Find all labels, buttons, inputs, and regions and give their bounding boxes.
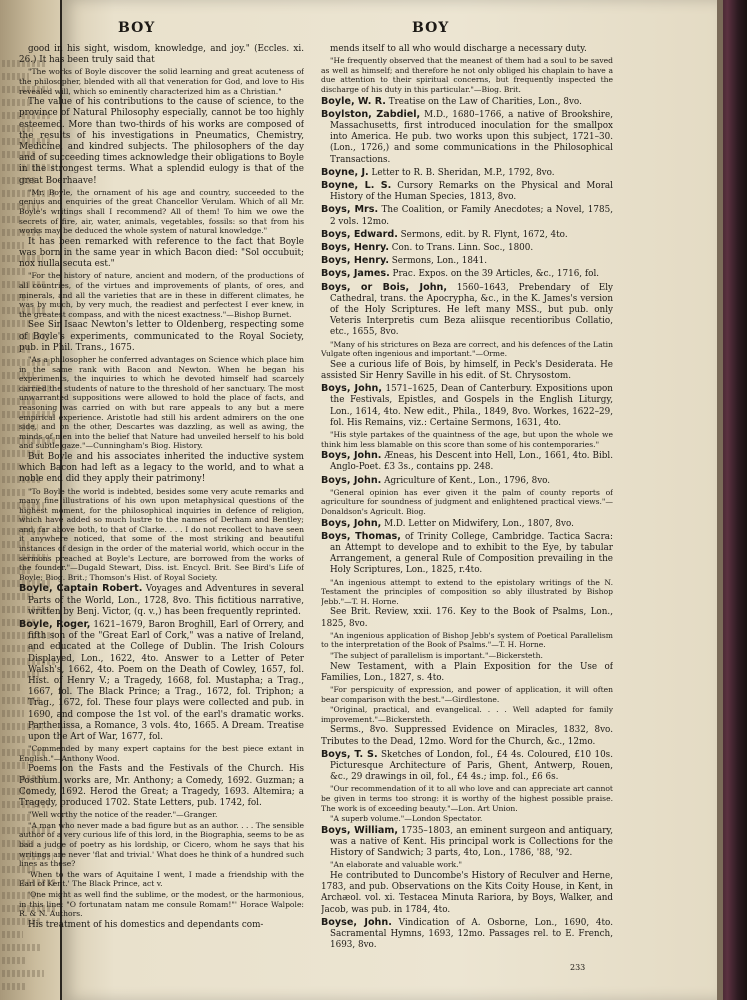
entry-text: The Coalition, or Family Anecdotes; a Novel, 1785, 2 vols. 12mo. [330, 205, 613, 227]
entry-text: "An ingenious application of Bishop Jebb's system of Poetical Parallelism to the interpretation of the Book of Psalms."—T. H. Horne. [321, 630, 613, 650]
entry [321, 917, 613, 952]
entry-text: 1560–1643, Prebendary of Ely Cathedral, trans. the Apocrypha, &c., in the K. James's version of the Holy Scriptures. He left many MSS., but pub. only Veteris Interpretis cum Beza aliisque recentioribus Collatio, etc., 1655, 8vo. [330, 282, 613, 338]
entry-text: It has been remarked with reference to the fact that Boyle was born in the same year in which Bacon died: "Sol occubuit; nox nulla secuta est." [19, 236, 304, 270]
quotation [321, 685, 613, 704]
entry [321, 268, 613, 280]
quotation [321, 631, 613, 650]
paragraph [19, 764, 304, 809]
entry-text: Sketches of London, fol., £4 4s. Coloured, £10 10s. Picturesque Architecture of Paris, Ghent, Antwerp, Rouen, &c., 29 drawings in oil, fol., £4 4s.; imp. fol., £6 6s. [330, 749, 613, 783]
entry-text: See Sir Isaac Newton's letter to Oldenberg, respecting some of Boyle's experiments, communicated to the Royal Society, pub. in Phil. Trans., 1675. [19, 320, 304, 353]
entry-text: 1621–1679, Baron Broghill, Earl of Orrery, and fifth son of the "Great Earl of Cork," was a native of Ireland, and educated at the College of Dublin. The Irish Colours Displayed, Lon., 1622, 4to. Answer to a Letter of Peter Walsh's, 1662, 4to. Poem on the Death of Cowley, 1657, fol. Hist. of Henry V.; a Tragedy, 1668, fol. Mustapha; a Trag., 1667, fol. The Black Prince; a Trag., 1672, fol. Triphon; a Trag., 1672, fol. These four plays were collected and pub. in 1690, and compose the 1st vol. of the earl's dramatic works. Parthenissa, a Romance, 3 vols. 4to, 1665. A Dream. Treatise upon the Art of War, 1677, fol. [28, 620, 304, 743]
entry-heading: Boys, John. [321, 450, 382, 462]
entry-text: "To Boyle the world is indebted, besides some very acute remarks and many fine illustrations of his own upon metaphysical questions of the highest moment, for the philosophical inquiries in defence of religion, which have added so much lustre to the names of Derham and Bentley; and, far above both, to that of Clarke. . . . I do not recollect to have seen it anywhere noticed, that some of the most striking and beautiful instances of design in the order of the material world, which occur in the sermons preached at Boyle's Lecture, are borrowed from the works of the founder."—Dugald Stewart, Diss. ist. Encycl. Brit. See Bird's Life of Boyle; Biog. Brit.; Thomson's Hist. of Royal Society. [19, 486, 304, 582]
entry-heading: Boys, John, [321, 383, 382, 395]
entry-heading: Boys, Edward. [321, 228, 398, 240]
entry-text: Cursory Remarks on the Physical and Moral History of the Human Species, 1813, 8vo. [330, 181, 613, 203]
entry [321, 229, 613, 241]
entry-text: "Many of his strictures on Beza are correct, and his defences of the Latin Vulgate often ingenious and important."—Orme. [321, 339, 613, 359]
entry-text: His treatment of his domestics and dependants com- [28, 919, 264, 930]
entry [321, 282, 613, 339]
entry-text: Voyages and Adventures in several Parts of the World, Lon., 1728, 8vo. This fictitious narrative, written by Benj. Victor, (q. v.,) has been frequently reprinted. [28, 584, 304, 617]
entry-heading: Boys, T. S. [321, 748, 378, 760]
entry-text: "As a philosopher he conferred advantages on Science which place him in the same rank with Bacon and Newton. When he began his experiments, the inquiries to which he devoted himself had scarcely carried the students of nature to the threshold of her sanctuary. The most unwarranted suppositions were allowed to hold the place of facts, and reasoning was carried on with but rare appeals to any but a mere empirical experience. Aristotle had still his ardent admirers on the one side, and on the other, Descartes was dazzling, as well as awing, the minds of men into the belief that Nature had unveiled herself to his bold and subtle gaze."—Cunningham's Biog. History. [19, 354, 304, 451]
adjacent-text-fragment [2, 983, 27, 990]
right-column [321, 44, 613, 984]
entry-text: The value of his contributions to the cause of science, to the province of Natural Philosophy especially, cannot be too highly esteemed. More than two-thirds of his works are composed of the results of his investigations in Pneumatics, Chemistry, Medicine, and kindred subjects. The philosophers of the day and of succeeding times acknowledge their obligations to Boyle in the strongest terms. What a splendid eulogy is that of the great Boerhaave! [19, 97, 304, 186]
entry [321, 383, 613, 429]
entry-text: 1571–1625, Dean of Canterbury. Expositions upon the Festivals, Epistles, and Gospels in the English Liturgy, Lon., 1614, 4to. New edit., Phila., 1849, 8vo. Workes, 1622–29, fol. His Remains, viz.: Certaine Sermons, 1631, 4to. [330, 384, 613, 428]
entry-heading: Boys, Henry. [321, 255, 389, 267]
entry-text: Æneas, his Descent into Hell, Lon., 1661, 4to. Bibl. Anglo-Poet. £3 3s., contains pp. 248. [330, 451, 613, 473]
entry [321, 255, 613, 267]
running-head-left: BOY [118, 20, 156, 36]
entry-text: Sermons, edit. by R. Flynt, 1672, 4to. [397, 229, 568, 240]
entry-text: "Original, practical, and evangelical. . . . Well adapted for family improvement."—Bickersteth. [321, 705, 613, 724]
entry [19, 583, 304, 618]
entry-text: 'When to the wars of Aquitaine I went, I made a friendship with the Earl of Kent.' The Black Prince, act v. [19, 869, 304, 889]
quotation [19, 188, 304, 236]
quotation [321, 814, 613, 824]
entry-heading: Boys, William, [321, 824, 398, 836]
entry-heading: Boys, James. [321, 268, 390, 280]
entry-text: "Well worthy the notice of the reader."—Granger. [28, 810, 218, 820]
entry-heading: Boyse, John. [321, 916, 392, 928]
quotation [19, 487, 304, 583]
entry-text: "The subject of parallelism is important."—Bickersteth. [330, 651, 543, 661]
entry-text: New Testament, with a Plain Exposition for the Use of Families, Lon., 1827, s. 4to. [321, 661, 613, 683]
entry [19, 619, 304, 743]
entry-text: M.D., 1680–1766, a native of Brookshire, Massachusetts, first introduced inoculation for the smallpox into America. He pub. two works upon this subject, 1721–30. (Lon., 1726,) and some communications in the Philosophical Transactions. [330, 109, 613, 165]
book-binding [717, 0, 747, 1000]
entry-heading: Boys, Henry. [321, 242, 389, 254]
entry-text: Letter to R. B. Sheridan, M.P., 1792, 8vo. [368, 167, 555, 178]
paragraph [19, 237, 304, 271]
paragraph [321, 725, 613, 747]
entry-text: "An elaborate and valuable work." [330, 860, 463, 870]
entry-text: Vindication of A. Osborne, Lon., 1690, 4to. Sacramental Hymns, 1693, 12mo. Passages rel. to E. French, 1693, 8vo. [330, 917, 613, 951]
entry [321, 450, 613, 473]
entry-text: "His style partakes of the quaintness of the age, but upon the whole we think him less blamable on this score than some of his contemporaries." [321, 430, 613, 449]
entry-text: Sermons, Lon., 1841. [388, 256, 487, 267]
quotation [19, 821, 304, 869]
paragraph [19, 320, 304, 354]
quotation [321, 340, 613, 359]
entry [321, 475, 613, 487]
entry-text: 1735–1803, an eminent surgeon and antiquary, was a native of Kent. His principal work is Collections for the History of Sandwich; 3 parts, 4to, Lon., 1786, '88, '92. [330, 825, 613, 859]
entry [321, 96, 613, 108]
entry-text: Con. to Trans. Linn. Soc., 1800. [388, 243, 534, 254]
entry-heading: Boyle, W. R. [321, 95, 386, 107]
quotation [321, 860, 613, 870]
paragraph [321, 360, 613, 382]
entry-heading: Boylston, Zabdiel, [321, 108, 421, 120]
entry [321, 167, 613, 179]
entry-heading: Boys, Mrs. [321, 204, 379, 216]
entry-heading: Boys, John, [321, 517, 382, 529]
quotation [321, 56, 613, 94]
entry-text: See a curious life of Bois, by himself, in Peck's Desiderata. He assisted Sir Henry Saville in his edit. of St. Chrysostom. [321, 359, 613, 382]
entry-text: "The works of Boyle discover the solid learning and great acuteness of the philosopher, blended with all that veneration for God, and love to His revealed will, which so eminently characterized him as a Christian." [19, 67, 304, 96]
paragraph [19, 920, 304, 931]
entry-heading: Boyle, Captain Robert. [19, 583, 143, 595]
quotation [19, 355, 304, 451]
paragraph [321, 44, 613, 55]
entry-text: "For the history of nature, ancient and modern, of the productions of all countries, of the virtues and improvements of plants, of ores, and minerals, and all the varieties that are in these in different climates, he was by much, by very much, the readiest and perfectest I ever knew, in the greatest compass, and with the nicest exactness."—Bishop Burnet. [19, 271, 304, 319]
entry-heading: Boys, Thomas, [321, 530, 401, 542]
entry-text: "A superb volume."—London Spectator. [330, 814, 483, 824]
entry-text: But Boyle and his associates inherited the inductive system which Bacon had left as a legacy to the world, and to what a noble end did they apply their patrimony! [19, 451, 304, 485]
quotation [19, 890, 304, 919]
quotation [321, 488, 613, 517]
quotation [19, 744, 304, 763]
entry-text: "Mr. Boyle, the ornament of his age and country, succeeded to the genius and enquiries of the great Chancellor Verulam. Which of all Mr. Boyle's writings shall I recommend? All of them! To him we owe the secrets of fire, air, water, animals, vegetables, fossils: so that from his works may be deduced the whole system of natural knowledge." [19, 187, 304, 236]
entry-text: "A man who never made a bad figure but as an author. . . . The sensible author of a very curious life of this lord, in the Biographia, seems to be as bad a judge of poetry as his lordship, or Cicero, whom he says that his writings are never 'flat and trivial.' What does he think of a hundred such lines as these? [19, 820, 304, 869]
paragraph [19, 97, 304, 187]
entry [321, 531, 613, 577]
quotation [19, 67, 304, 96]
paragraph [19, 452, 304, 486]
entry [321, 109, 613, 166]
entry-heading: Boys, or Bois, John, [321, 281, 448, 293]
quotation [19, 271, 304, 319]
entry-text: "An ingenious attempt to extend to the epistolary writings of the N. Testament the principles of composition so ably illustrated by Bishop Jebb."—T. H. Horne. [321, 577, 613, 606]
quotation [321, 705, 613, 724]
entry [321, 749, 613, 784]
entry-text: of Trinity College, Cambridge. Tactica Sacra: an Attempt to develope and to exhibit to the Eye, by tabular Arrangement, a general Rule of Composition prevailing in the Holy Scriptures, Lon., 1825, r.4to. [330, 531, 613, 576]
entry-text: He contributed to Duncombe's History of Reculver and Herne, 1783, and pub. Observations on the Kits Coity House, in Kent, in Archæol. vol. xi. Testacea Minuta Rariora, by Boys, Walker, and Jacob, was pub. in 1784, 4to. [321, 870, 613, 915]
entry-heading: Boys, John. [321, 474, 382, 486]
entry-text: 'One might as well find the sublime, or the modest, or the harmonious, in this line: "O fortunatam natam me consule Romam!"' Horace Walpole: R. & N. Authors. [19, 890, 304, 919]
entry-text: "He frequently observed that the meanest of them had a soul to be saved as well as himself; and therefore he not only obliged his chaplain to have a due attention to their spiritual concerns, but frequently inspected the discharge of his duty in this particular."—Biog. Brit. [321, 56, 613, 94]
entry-text: "Commended by many expert captains for the best piece extant in English."—Anthony Wood. [19, 744, 304, 763]
entry-text: "For perspicuity of expression, and power of application, it will often bear comparison with the best."—Girdlestone. [321, 685, 613, 704]
entry-text: Agriculture of Kent., Lon., 1796, 8vo. [381, 475, 551, 486]
entry-text: "General opinion has ever given it the palm of county reports of agriculture for soundness of judgment and enlightened practical views."—Donaldson's Agricult. Biog. [321, 487, 613, 517]
entry-text: Poems on the Fasts and the Festivals of the Church. His Posthum. works are, Mr. Anthony; a Comedy, 1692. Guzman; a Comedy, 1692. Herod the Great; a Tragedy, 1693. Altemira; a Tragedy, produced 1702. State Letters, pub. 1742, fol. [19, 764, 304, 809]
left-column [19, 44, 304, 984]
entry-heading: Boyne, L. S. [321, 180, 392, 191]
page-number: 233 [570, 963, 586, 972]
quotation [19, 810, 304, 820]
quotation [321, 784, 613, 813]
quotation [19, 870, 304, 889]
paragraph [19, 44, 304, 66]
entry [321, 242, 613, 254]
entry-text: Serms., 8vo. Suppressed Evidence on Miracles, 1832, 8vo. Tributes to the Dead, 12mo. Word for the Church, &c., 12mo. [321, 725, 613, 747]
entry [321, 518, 613, 530]
entry-text: See Brit. Review, xxii. 176. Key to the Book of Psalms, Lon., 1825, 8vo. [321, 607, 613, 629]
entry [321, 180, 613, 203]
paragraph [321, 662, 613, 684]
entry-text: good in his sight, wisdom, knowledge, and joy." (Eccles. xi. 26.) It has been truly said that [19, 44, 304, 66]
paragraph [321, 871, 613, 916]
entry [321, 825, 613, 860]
entry-heading: Boyne, J. [321, 166, 369, 178]
entry-text: Treatise on the Law of Charities, Lon., 8vo. [385, 96, 582, 107]
paragraph [321, 607, 613, 629]
entry-heading: Boyle, Roger, [19, 619, 91, 631]
entry-text: M.D. Letter on Midwifery, Lon., 1807, 8vo. [381, 518, 574, 529]
quotation [321, 578, 613, 607]
running-head-right: BOY [412, 20, 450, 36]
quotation [321, 651, 613, 661]
entry-text: "Our recommendation of it to all who love and can appreciate art cannot be given in terms too strong: it is worthy of the highest possible praise. The work is of exceeding beauty."—Lon. Art Union. [321, 784, 613, 813]
entry-text: Prac. Expos. on the 39 Articles, &c., 1716, fol. [389, 269, 600, 280]
entry [321, 204, 613, 227]
quotation [321, 430, 613, 449]
entry-text: mends itself to all who would discharge a necessary duty. [330, 44, 587, 54]
